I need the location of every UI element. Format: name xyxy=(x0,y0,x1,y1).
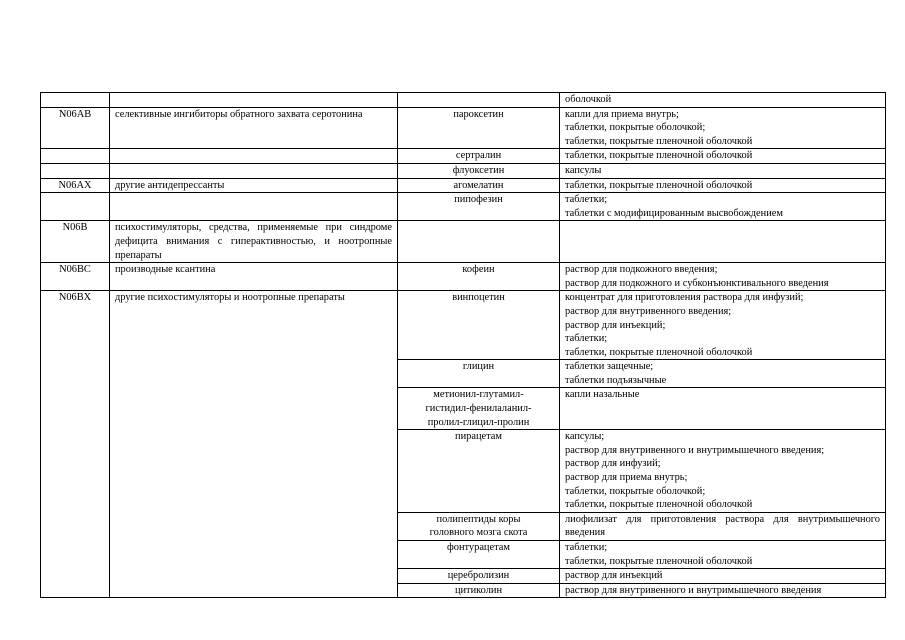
group-name-cell: другие антидепрессанты xyxy=(110,178,398,193)
drug-name-cell: цитиколин xyxy=(398,583,560,598)
group-name-cell xyxy=(110,163,398,178)
dosage-form-line: капсулы; xyxy=(565,431,605,443)
drug-name-cell: кофеин xyxy=(398,263,560,291)
drug-name-cell: глицин xyxy=(398,360,560,388)
group-name-cell xyxy=(110,93,398,108)
atc-code-cell xyxy=(41,193,110,221)
dosage-forms-cell xyxy=(560,93,886,108)
dosage-form-line: капли назальные xyxy=(565,389,640,401)
table-row xyxy=(41,291,886,360)
drug-name-cell: пирацетам xyxy=(398,430,560,513)
atc-code-cell: N06AX xyxy=(41,178,110,193)
group-name-cell xyxy=(110,193,398,221)
table-row xyxy=(41,93,886,108)
dosage-form-line: таблетки с модифицированным высвобождением xyxy=(565,207,783,219)
group-name-cell: селективные ингибиторы обратного захвата серотонина xyxy=(110,107,398,149)
dosage-form-line: оболочкой xyxy=(565,94,612,105)
drug-name-line: пролил-глицил-пролин xyxy=(427,416,530,428)
dosage-forms-cell xyxy=(560,541,886,569)
group-name-cell: другие психостимуляторы и ноотропные препараты xyxy=(110,291,398,598)
dosage-form-line: таблетки подъязычные xyxy=(565,374,667,386)
dosage-form-line: таблетки, покрытые оболочкой; xyxy=(565,485,706,497)
dosage-forms-cell xyxy=(560,221,886,263)
group-name-cell: психостимуляторы, средства, применяемые при синдроме дефицита внимания с гиперактивностью, и ноотропные препараты xyxy=(110,221,398,263)
dosage-form-line: таблетки; xyxy=(565,194,608,206)
dosage-forms-cell xyxy=(560,163,886,178)
dosage-forms-cell xyxy=(560,291,886,360)
dosage-form-line: раствор для внутривенного введения; xyxy=(565,305,732,317)
drug-name-cell xyxy=(398,93,560,108)
drug-name-cell: агомелатин xyxy=(398,178,560,193)
dosage-form-line: лиофилизат для приготовления раствора для внутримышечного введения xyxy=(565,513,880,539)
table-body xyxy=(41,93,886,598)
dosage-form-line: таблетки; xyxy=(565,542,608,553)
dosage-form-line: капли для приема внутрь; xyxy=(565,108,679,120)
dosage-form-line: таблетки, покрытые пленочной оболочкой xyxy=(565,135,753,147)
drug-name-line: головного мозга скота xyxy=(429,527,528,539)
dosage-form-line: таблетки, покрытые пленочной оболочкой xyxy=(565,499,753,511)
table-row xyxy=(41,107,886,149)
dosage-form-line: раствор для подкожного введения; xyxy=(565,264,718,276)
table-row xyxy=(41,263,886,291)
dosage-forms-cell xyxy=(560,569,886,584)
dosage-forms-cell xyxy=(560,263,886,291)
dosage-forms-cell xyxy=(560,512,886,540)
group-name-cell xyxy=(110,149,398,164)
dosage-form-line: капсулы xyxy=(565,164,602,176)
table-row xyxy=(41,221,886,263)
atc-code-cell: N06B xyxy=(41,221,110,263)
dosage-form-line: таблетки, покрытые пленочной оболочкой xyxy=(565,346,753,358)
dosage-forms-cell xyxy=(560,193,886,221)
atc-code-cell xyxy=(41,149,110,164)
dosage-forms-cell xyxy=(560,388,886,430)
dosage-forms-cell xyxy=(560,178,886,193)
drug-name-cell: винпоцетин xyxy=(398,291,560,360)
dosage-form-line: концентрат для приготовления раствора для инфузий; xyxy=(565,292,804,304)
atc-code-cell: N06BX xyxy=(41,291,110,598)
drug-name-cell: флуоксетин xyxy=(398,163,560,178)
dosage-form-line: таблетки, покрытые пленочной оболочкой xyxy=(565,179,753,191)
dosage-forms-cell xyxy=(560,583,886,598)
group-name-cell: производные ксантина xyxy=(110,263,398,291)
drug-classification-table xyxy=(40,92,886,598)
atc-code-cell xyxy=(41,163,110,178)
dosage-forms-cell xyxy=(560,149,886,164)
dosage-form-line: таблетки, покрытые пленочной оболочкой xyxy=(565,150,753,162)
dosage-forms-cell xyxy=(560,430,886,513)
drug-name-line: полипептиды коры xyxy=(436,513,521,525)
atc-code-cell: N06AB xyxy=(41,107,110,149)
table-row xyxy=(41,193,886,221)
dosage-form-line: таблетки, покрытые оболочкой; xyxy=(565,122,706,134)
table-row xyxy=(41,163,886,178)
atc-code-cell: N06BC xyxy=(41,263,110,291)
drug-name-cell xyxy=(398,221,560,263)
dosage-forms-cell xyxy=(560,360,886,388)
dosage-forms-cell xyxy=(560,107,886,149)
drug-name-cell xyxy=(398,512,560,540)
dosage-form-line: раствор для инфузий; xyxy=(565,458,661,470)
drug-name-cell xyxy=(398,388,560,430)
dosage-form-line: раствор для инъекций; xyxy=(565,319,666,331)
dosage-form-line: раствор для внутривенного и внутримышечного введения; xyxy=(565,444,825,456)
table-row xyxy=(41,149,886,164)
dosage-form-line: таблетки защечные; xyxy=(565,361,654,373)
drug-name-cell: церебролизин xyxy=(398,569,560,584)
dosage-form-line: раствор для подкожного и субконъюнктивального введения xyxy=(565,277,829,289)
dosage-form-line: раствор для инъекций xyxy=(565,570,663,582)
dosage-form-line: таблетки; xyxy=(565,333,608,345)
drug-name-cell: пипофезин xyxy=(398,193,560,221)
dosage-form-line: таблетки, покрытые пленочной оболочкой xyxy=(565,555,753,567)
drug-name-line: гистидил-фенилаланил- xyxy=(425,403,532,415)
drug-name-cell: сертралин xyxy=(398,149,560,164)
atc-code-cell xyxy=(41,93,110,108)
dosage-form-line: раствор для приема внутрь; xyxy=(565,472,688,484)
drug-name-line: метионил-глутамил- xyxy=(433,389,524,401)
drug-name-cell: фонтурацетам xyxy=(398,541,560,569)
table-row xyxy=(41,178,886,193)
dosage-form-line: раствор для внутривенного и внутримышечного введения xyxy=(565,584,822,596)
drug-name-cell: пароксетин xyxy=(398,107,560,149)
